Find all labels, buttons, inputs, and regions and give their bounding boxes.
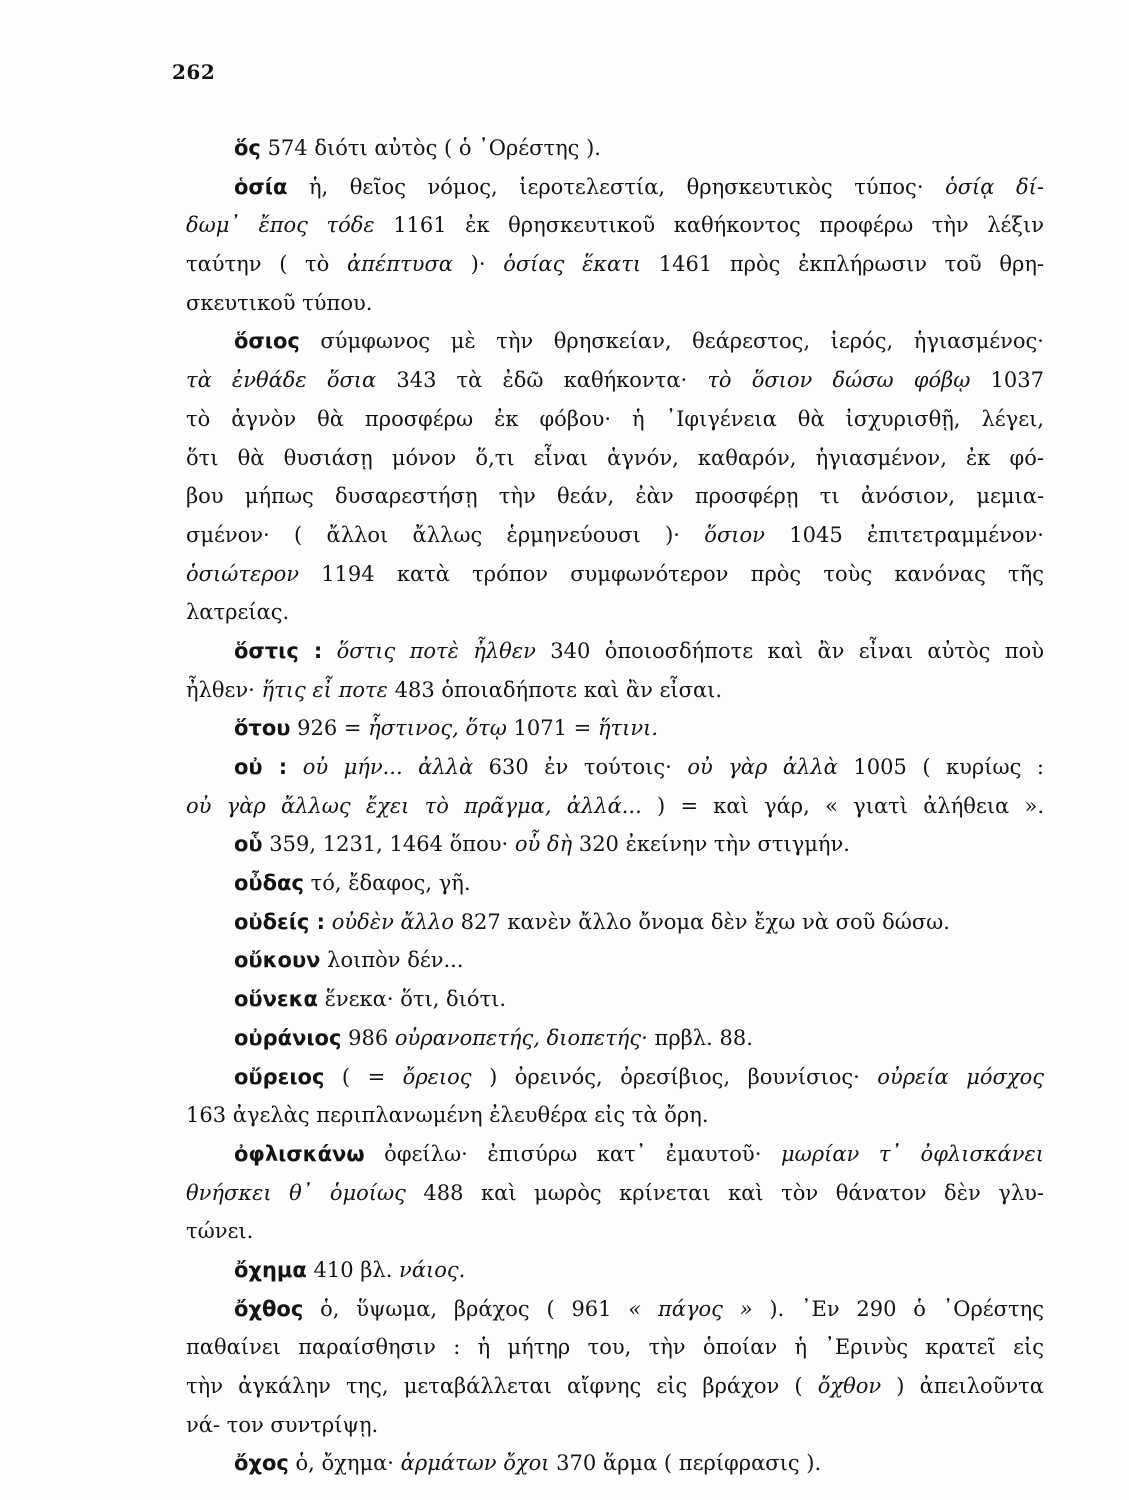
- entry-headword: ὄχθος: [234, 1296, 304, 1321]
- gloss-text: [322, 639, 336, 663]
- gloss-text: ταύτην ( τὸ: [186, 252, 347, 277]
- quoted-phrase: ὄχθον: [817, 1374, 882, 1398]
- entry-headword: οὕνεκα: [234, 987, 318, 1012]
- quoted-phrase: τὰ ἐνθάδε ὅσια: [186, 368, 377, 393]
- quoted-phrase: οὐ γὰρ ἀλλὰ: [687, 755, 838, 779]
- text-line: [186, 1019, 1044, 1058]
- quoted-phrase: δωμ᾿ ἔπος τόδε: [186, 213, 375, 238]
- quoted-phrase: θνήσκει θ᾿ ὁμοίως: [186, 1180, 406, 1205]
- text-line: [186, 1444, 1044, 1483]
- text-line: [186, 1367, 1044, 1406]
- quoted-phrase: ἧστινος, ὅτῳ: [368, 716, 507, 741]
- text-line: [186, 903, 1044, 942]
- quoted-phrase: οὐ μήν... ἀλλὰ: [302, 755, 474, 779]
- gloss-text: παθαίνει παραίσθησιν : ἡ μήτηρ του, τὴν ὁποίαν ἡ ᾿Ερινὺς κρατεῖ εἰς: [186, 1335, 1044, 1360]
- gloss-text: πρβλ. 88.: [647, 1025, 753, 1050]
- glossary-text: [186, 129, 1044, 1483]
- entry-headword: οὗ: [234, 832, 263, 857]
- gloss-text: 488 καὶ μωρὸς κρίνεται καὶ τὸν θάνατον δὲν γλυ-: [405, 1180, 1044, 1205]
- text-line: [186, 1212, 1044, 1251]
- gloss-text: βου μήπως δυσαρεστήσῃ τὴν θεάν, ἐὰν προσφέρῃ τι ἀνόσιον, μεμια-: [186, 484, 1044, 509]
- entry-headword: οὐράνιος: [234, 1025, 342, 1050]
- entry-headword: ὅτου: [234, 716, 291, 741]
- gloss-text: 1005 ( κυρίως :: [837, 755, 1044, 779]
- text-line: [186, 129, 1044, 168]
- text-line: [186, 322, 1044, 361]
- gloss-text: ἕνεκα· ὅτι, διότι.: [317, 987, 507, 1012]
- quoted-phrase: οὐρεία μόσχος: [877, 1064, 1044, 1089]
- gloss-text: τὸ ἁγνὸν θὰ προσφέρω ἐκ φόβου· ἡ ᾿Ιφιγένεια θὰ ἰσχυρισθῇ, λέγει,: [186, 406, 1044, 431]
- text-line: [186, 284, 1044, 323]
- text-line: [186, 748, 1044, 787]
- quoted-phrase: ὁσίᾳ δί-: [945, 174, 1044, 199]
- gloss-text: ) ἀπειλοῦντα: [881, 1374, 1044, 1398]
- gloss-text: σύμφωνος μὲ τὴν θρησκείαν, θεάρεστος, ἱερός, ἡγιασμένος·: [299, 329, 1044, 354]
- quoted-phrase: « πάγος »: [628, 1296, 753, 1321]
- gloss-text: 163 ἀγελὰς περιπλανωμένη ἐλευθέρα εἰς τὰ ὄρη.: [186, 1103, 709, 1128]
- gloss-text: σκευτικοῦ τύπου.: [186, 290, 373, 315]
- text-line: [186, 516, 1044, 555]
- text-line: [186, 632, 1044, 671]
- quoted-phrase: ὁσίας ἕκατι: [503, 252, 642, 277]
- gloss-text: 1194 κατὰ τρόπον συμφωνότερον πρὸς τοὺς κανόνας τῆς: [298, 561, 1044, 586]
- quoted-phrase: μωρίαν τ᾿ ὀφλισκάνει: [780, 1141, 1044, 1166]
- gloss-text: 410 βλ.: [306, 1257, 400, 1282]
- text-line: [186, 439, 1044, 478]
- quoted-phrase: ὁσιώτερον: [186, 561, 299, 586]
- quoted-phrase: οὐ γὰρ ἄλλως ἔχει τὸ πρᾶγμα, ἀλλά...: [186, 793, 642, 818]
- gloss-text: ) = καὶ γάρ, « γιατὶ ἀλήθεια ».: [641, 793, 1044, 818]
- text-line: [186, 825, 1044, 864]
- gloss-text: 1037: [970, 368, 1044, 393]
- gloss-text: 483 ὁποιαδήποτε καὶ ἂν εἶσαι.: [387, 677, 723, 702]
- text-line: [186, 864, 1044, 903]
- text-line: [186, 1290, 1044, 1329]
- quoted-phrase: ἥτις εἶ ποτε: [261, 677, 388, 702]
- text-line: [186, 1406, 1044, 1445]
- entry-headword: ὁσία: [234, 174, 288, 199]
- quoted-phrase: ὄρειος: [402, 1064, 472, 1089]
- gloss-text: 986: [341, 1025, 395, 1050]
- gloss-text: [325, 910, 332, 934]
- text-line: [186, 400, 1044, 439]
- gloss-text: 1161 ἐκ θρησκευτικοῦ καθήκοντος προφέρω τὴν λέξιν: [374, 213, 1044, 238]
- gloss-text: λοιπὸν δέν...: [320, 948, 464, 973]
- text-line: [186, 980, 1044, 1019]
- page-number: 262: [172, 60, 216, 84]
- text-line: [186, 1135, 1044, 1174]
- entry-headword: ὅς: [234, 136, 261, 160]
- text-line: [186, 787, 1044, 826]
- gloss-text: τό, ἔδαφος, γῆ.: [303, 871, 471, 896]
- gloss-text: ὁ, ὕψωμα, βράχος ( 961: [303, 1296, 629, 1321]
- text-line: [186, 206, 1044, 245]
- gloss-text: 574 διότι αὐτὸς ( ὁ ᾿Ορέστης ).: [260, 136, 601, 160]
- text-line: [186, 1328, 1044, 1367]
- gloss-text: ὀφείλω· ἐπισύρω κατ᾿ ἐμαυτοῦ·: [364, 1141, 781, 1166]
- entry-headword: οὐ :: [234, 755, 288, 779]
- gloss-text: 1461 πρὸς ἐκπλήρωσιν τοῦ θρη-: [641, 252, 1044, 277]
- text-line: [186, 168, 1044, 207]
- text-line: [186, 477, 1044, 516]
- gloss-text: 1045 ἐπιτετραμμένον·: [764, 522, 1044, 547]
- text-line: [186, 1174, 1044, 1213]
- text-line: [186, 593, 1044, 632]
- gloss-text: [287, 755, 303, 779]
- gloss-text: 343 τὰ ἐδῶ καθήκοντα·: [376, 368, 708, 393]
- gloss-text: ). ᾿Εν 290 ὁ ᾿Ορέστης: [752, 1296, 1044, 1321]
- entry-headword: οὖδας: [234, 871, 304, 896]
- gloss-text: λατρείας.: [186, 600, 290, 625]
- gloss-text: ἦλθεν·: [186, 677, 262, 702]
- gloss-text: ἡ, θεῖος νόμος, ἱεροτελεστία, θρησκευτικὸς τύπος·: [287, 174, 946, 199]
- entry-headword: οὔρειος: [234, 1064, 325, 1089]
- gloss-text: ὁ, ὄχημα·: [288, 1451, 401, 1476]
- text-line: [186, 245, 1044, 284]
- text-line: [186, 1096, 1044, 1135]
- gloss-text: )·: [452, 252, 504, 277]
- quoted-phrase: ἀπέπτυσα: [347, 252, 453, 277]
- gloss-text: 340 ὁποιοσδήποτε καὶ ἂν εἶναι αὐτὸς ποὺ: [535, 638, 1044, 663]
- text-line: [186, 361, 1044, 400]
- text-line: [186, 941, 1044, 980]
- quoted-phrase: νάιος.: [399, 1257, 466, 1282]
- text-line: [186, 1251, 1044, 1290]
- text-line: [186, 671, 1044, 710]
- gloss-text: ὅτι θὰ θυσιάσῃ μόνον ὅ,τι εἶναι ἁγνόν, καθαρόν, ἡγιασμένον, ἐκ φό-: [186, 445, 1044, 470]
- gloss-text: 926 =: [290, 716, 369, 741]
- quoted-phrase: οὐδὲν ἄλλο: [331, 909, 454, 934]
- gloss-text: ( =: [324, 1064, 403, 1089]
- quoted-phrase: οὗ δὴ: [514, 832, 573, 857]
- gloss-text: 1071 =: [506, 716, 598, 741]
- gloss-text: 359, 1231, 1464 ὅπου·: [262, 832, 515, 857]
- gloss-text: 320 ἐκείνην τὴν στιγμήν.: [572, 832, 850, 857]
- quoted-phrase: ὅσιον: [704, 522, 765, 547]
- entry-headword: ὀφλισκάνω: [234, 1141, 365, 1166]
- entry-headword: οὐδείς :: [234, 909, 326, 934]
- gloss-text: τὴν ἀγκάλην της, μεταβάλλεται αἴφνης εἰς βράχον (: [186, 1374, 818, 1398]
- text-line: [186, 1058, 1044, 1097]
- gloss-text: 370 ἅρμα ( περίφρασις ).: [549, 1451, 822, 1476]
- text-line: [186, 555, 1044, 594]
- quoted-phrase: τὸ ὅσιον δώσω φόβῳ: [707, 368, 971, 393]
- entry-headword: ὄχημα: [234, 1257, 307, 1282]
- gloss-text: ) ὀρεινός, ὀρεσίβιος, βουνίσιος·: [471, 1064, 878, 1089]
- entry-headword: ὅσιος: [234, 329, 300, 354]
- quoted-phrase: ἁρμάτων ὄχοι: [400, 1451, 550, 1476]
- gloss-text: τώνει.: [186, 1219, 254, 1244]
- quoted-phrase: ἥτινι.: [597, 716, 659, 741]
- quoted-phrase: ὅστις ποτὲ ἦλθεν: [336, 638, 536, 663]
- entry-headword: οὔκουν: [234, 948, 321, 973]
- gloss-text: νά- τον συντρίψῃ.: [186, 1412, 379, 1437]
- gloss-text: 827 κανὲν ἄλλο ὄνομα δὲν ἔχω νὰ σοῦ δώσω.: [453, 909, 950, 934]
- gloss-text: σμένον· ( ἄλλοι ἄλλως ἑρμηνεύουσι )·: [186, 522, 705, 547]
- text-line: [186, 709, 1044, 748]
- gloss-text: 630 ἐν τούτοις·: [473, 755, 688, 779]
- entry-headword: ὅστις :: [234, 638, 323, 663]
- entry-headword: ὄχος: [234, 1451, 289, 1476]
- quoted-phrase: οὐρανοπετής, διοπετής·: [394, 1025, 648, 1050]
